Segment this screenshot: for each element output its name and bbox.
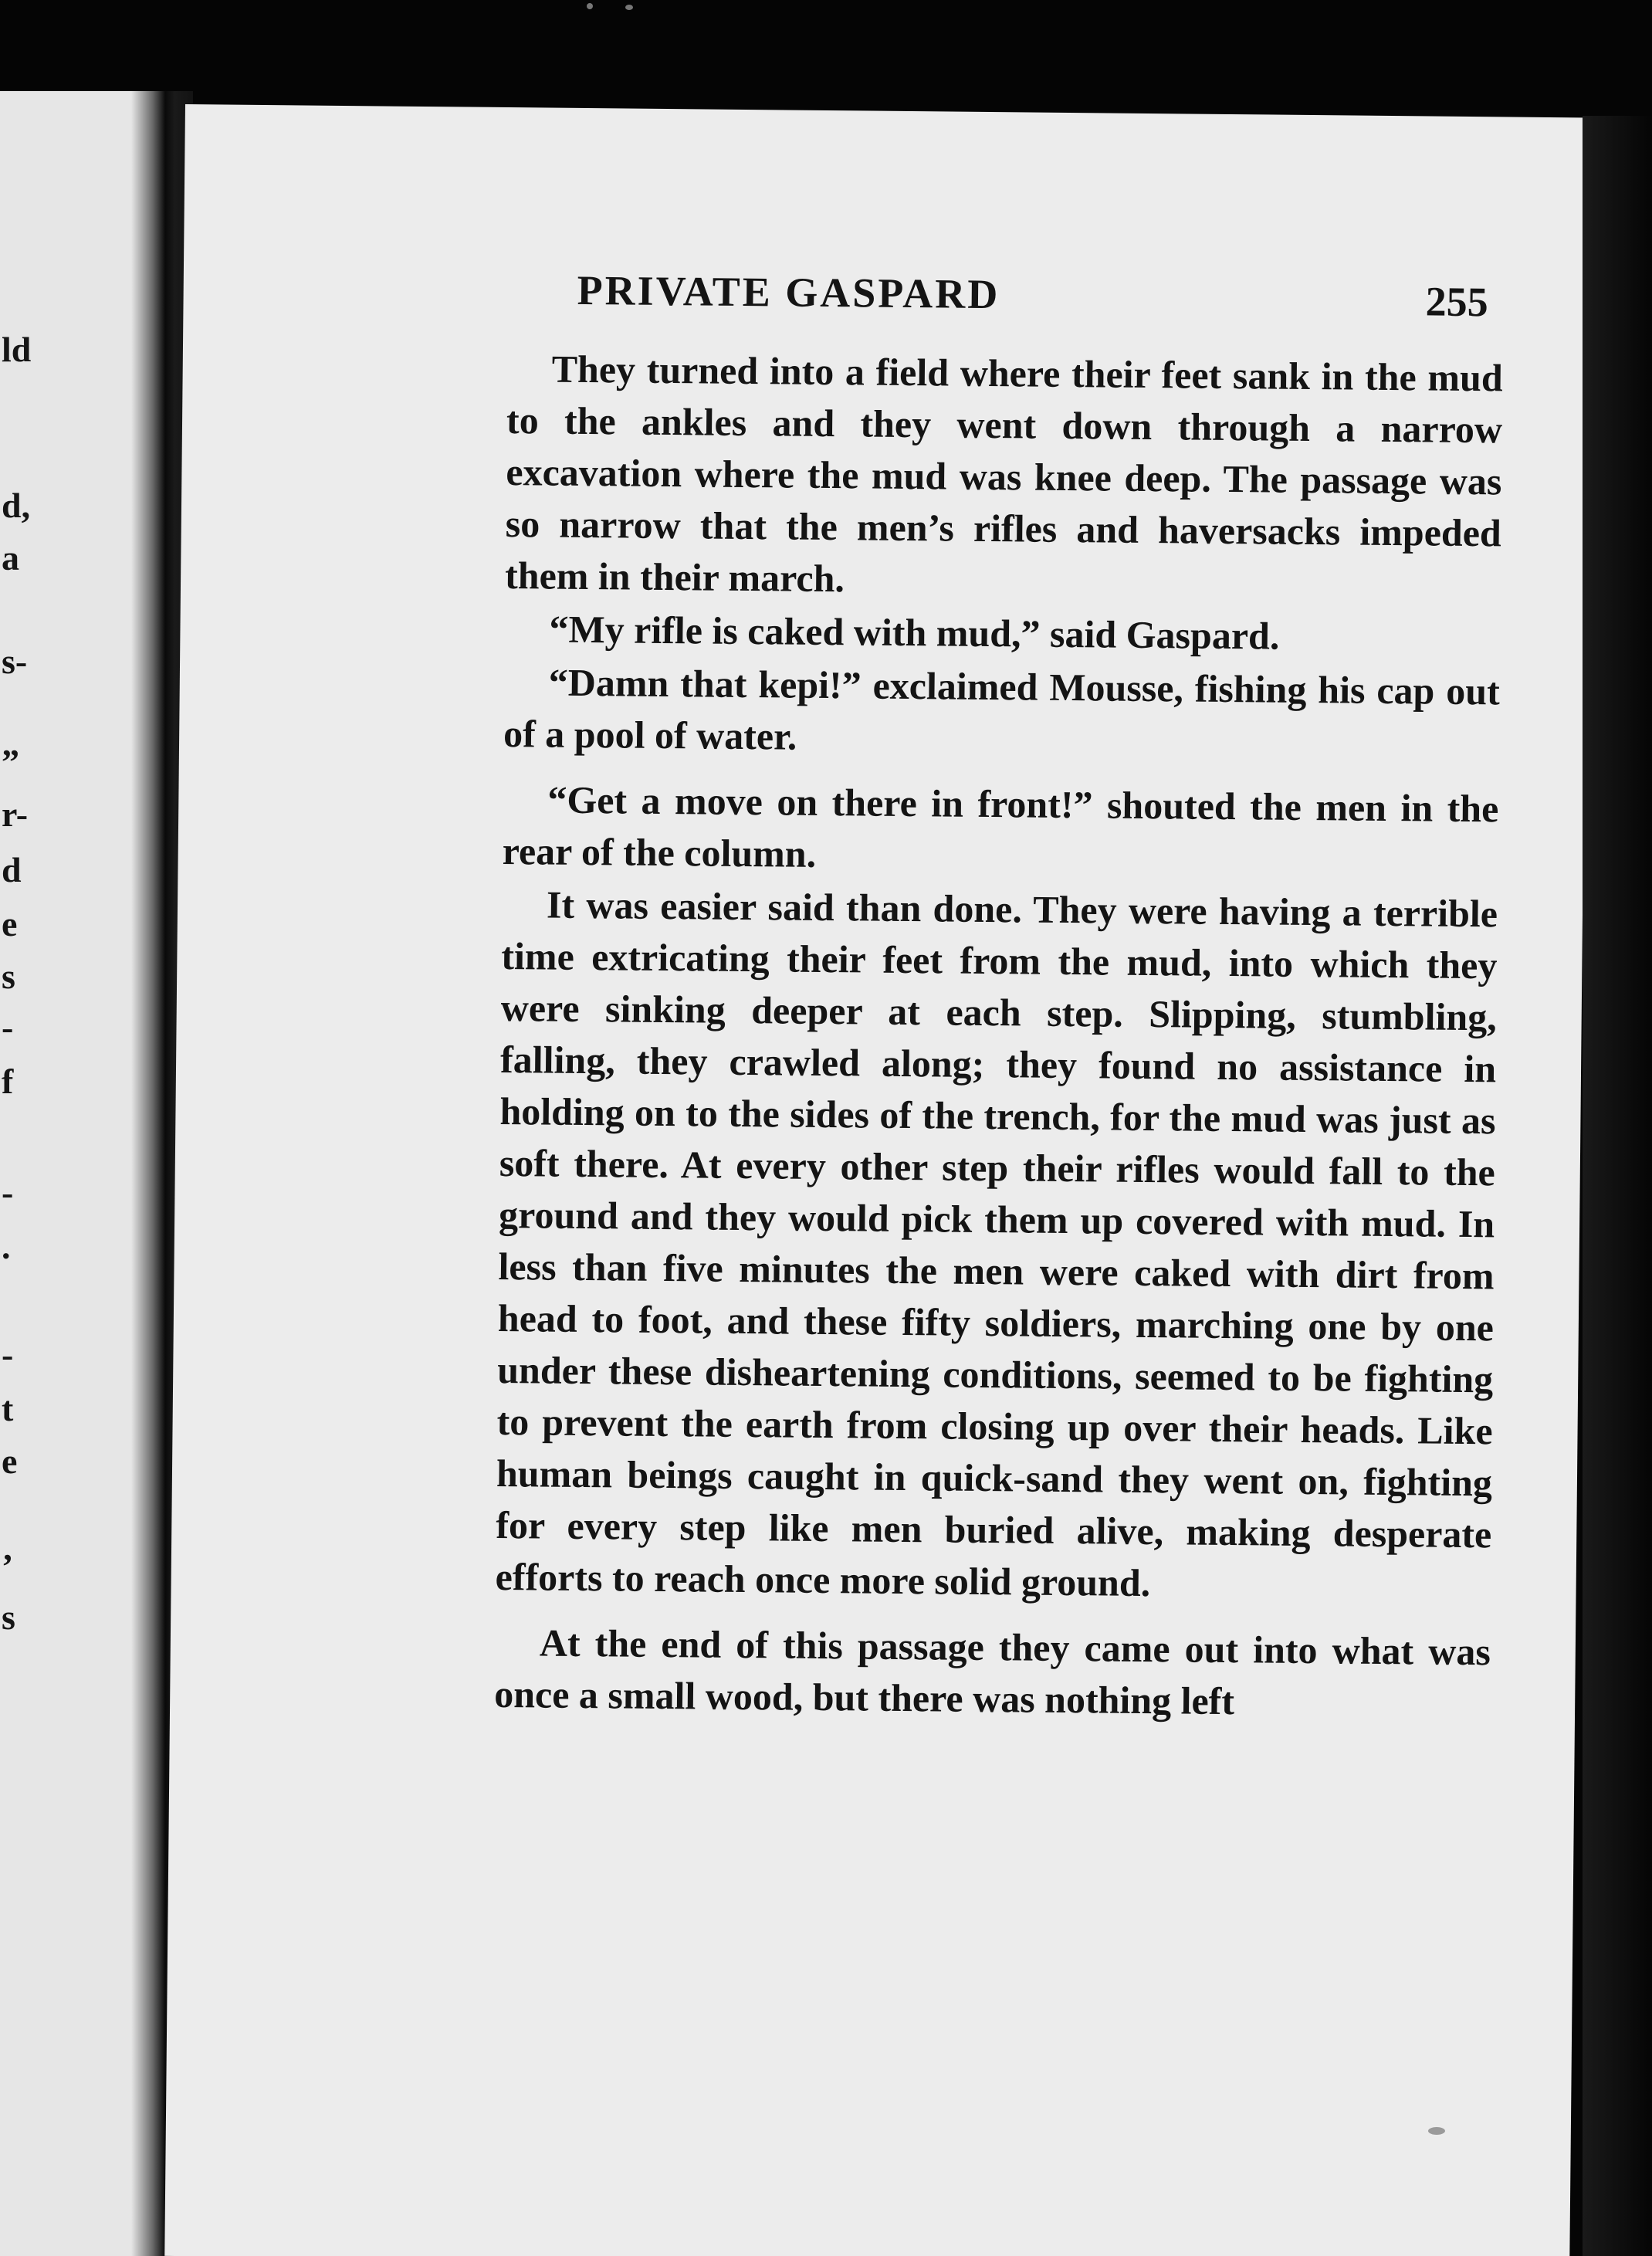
fragment: .: [2, 1227, 11, 1266]
scan-speck: [1428, 2127, 1445, 2135]
facing-page-text-fragments: [0, 91, 46, 2256]
running-head-title: PRIVATE GASPARD: [577, 266, 1000, 318]
paragraph: “Get a move on there in front!” shouted the men in the rear of the column.: [502, 777, 1499, 876]
fragment: s-: [2, 642, 28, 681]
fragment: s: [2, 1597, 15, 1637]
fragment: ”: [2, 742, 19, 781]
fragment: f: [2, 1062, 14, 1101]
paragraph: At the end of this passage they came out into what was once a small wood, but there was nothing left: [493, 1621, 1491, 1723]
fragment: t: [2, 1389, 14, 1428]
paragraph: “My rifle is caked with mud,” said Gaspard.: [549, 607, 1280, 658]
fragment: d: [2, 850, 22, 889]
fragment: -: [2, 1173, 14, 1212]
page-number: 255: [1425, 278, 1488, 326]
fragment: -: [2, 1008, 14, 1047]
fragment: ’: [2, 1546, 14, 1586]
fragment: e: [2, 1441, 18, 1481]
running-head: [577, 266, 1488, 326]
page-edge-shadow: [1583, 116, 1652, 2256]
paragraph: “Damn that kepi!” exclaimed Mousse, fishing his cap out of a pool of water.: [503, 660, 1501, 758]
page-body: [494, 343, 1503, 1729]
scan-speck: [625, 5, 633, 10]
fragment: -: [2, 1335, 14, 1374]
book-page: [164, 104, 1590, 2256]
fragment: r-: [2, 794, 29, 834]
fragment: e: [2, 904, 18, 943]
paragraph: It was easier said than done. They were having a terrible time extricating their feet from the mud, into which they were sinking deeper at each step. Slipping, stumbling, falling, they crawled along; they found no assistance in holding on to the sides of the trench, for the mud was just as soft there. At every other step their rifles would fall to the ground and they would pick them up covered with mud. In less than five minutes the men were caked with dirt from head to foot, and these fifty soldiers, marching one by one under these disheartening conditions, seemed to be fighting to prevent the earth from closing up over their heads. Like human beings caught in quick-sand they went on, fighting for every step like men buried alive, making desperate efforts to reach once more solid ground.: [495, 882, 1498, 1605]
fragment: d,: [2, 486, 31, 525]
fragment: s: [2, 957, 15, 996]
paragraph: They turned into a field where their feet sank in the mud to the ankles and they went down through a narrow excavation where the mud was knee deep. The passage was so narrow that the men’s rifles and haversacks impeded them in their march.: [504, 347, 1503, 601]
scan-speck: [587, 3, 593, 9]
fragment: a: [2, 538, 19, 578]
fragment: ld: [2, 330, 32, 369]
